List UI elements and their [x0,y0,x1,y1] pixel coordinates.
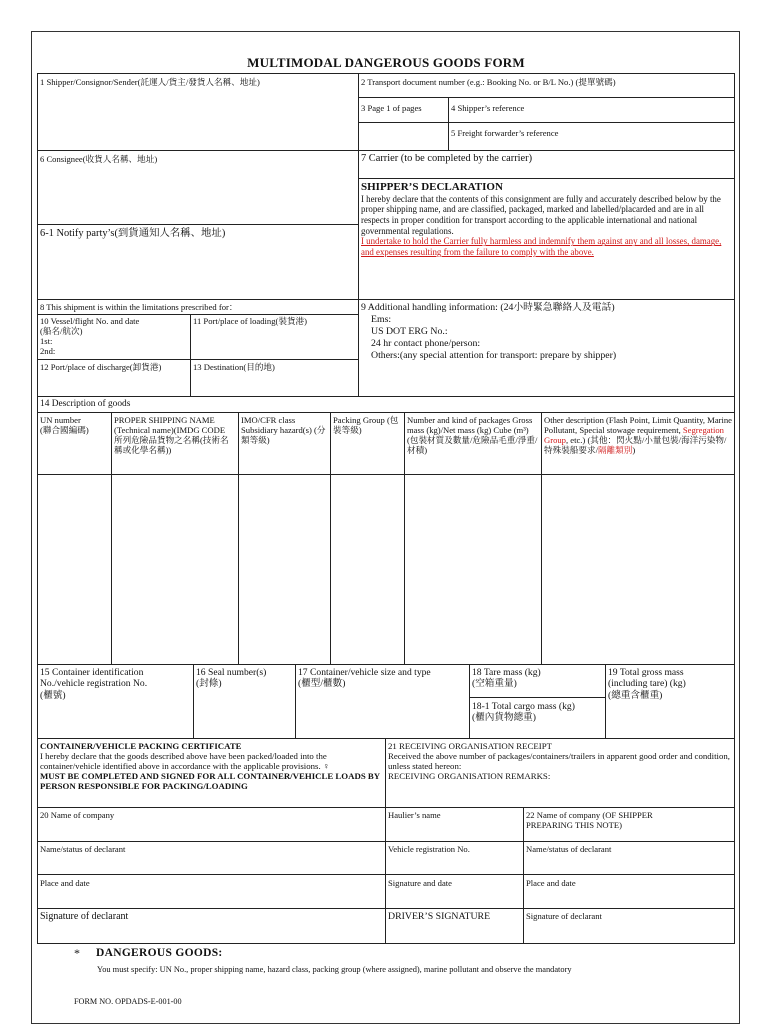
handling-ems: Ems: [371,313,392,325]
col-imo-class: IMO/CFR class Subsidiary hazard(s) (分類等級) [241,415,326,446]
rule [38,299,735,300]
handling-title: 9 Additional handling information: (24小時緊急聯絡人及電話) [361,302,615,313]
other-desc-text-3: ) [632,445,636,456]
footnote-text: You must specify: UN No., proper shipping name, hazard class, packing group (where assigned), marine pollutant and observe the mandatory [97,965,572,974]
port-of-discharge-field[interactable]: 12 Port/place of discharge(卸貨港) [40,362,162,372]
rule [358,97,735,98]
tare-mass-field[interactable]: 18 Tare mass (kg) (空箱重量) [472,667,541,690]
receipt-text: Received the above number of packages/containers/trailers in apparent good order and condition, unless stated hereon: [388,751,730,772]
rule [38,841,735,842]
driver-signature-field[interactable]: DRIVER’S SIGNATURE [388,911,491,922]
rule [38,359,358,360]
footnote-title: DANGEROUS GOODS: [96,947,223,959]
vessel-second: 2nd: [40,346,56,357]
other-desc-class: 隔離類別 [597,445,633,456]
col-other-description [542,414,734,457]
rule [38,738,735,739]
rule [38,224,358,225]
page-count-field[interactable]: 3 Page 1 of pages [361,103,422,113]
other-desc-text-2: , etc.) (其他：閃火點/小量包裝/海洋污染物/特殊裝船要求/ [544,435,727,456]
rule [469,697,605,698]
col-packages: Number and kind of packages Gross mass (kg)/Net mass (kg) Cube (m³) (包裝材質及數量/危險品毛重/淨重/材積) [407,415,538,456]
packing-certificate-title: CONTAINER/VEHICLE PACKING CERTIFICATE [40,741,242,751]
rule [38,474,735,475]
rule [38,664,735,665]
packing-certificate [38,740,384,793]
declaration-undertaking: I undertake to hold the Carrier fully harmless and indemnify them against any and all losses, damage, and expenses resulting from the failure to comply with the above. [361,236,722,258]
form-number: FORM NO. OPDADS-E-001-00 [74,997,182,1006]
place-date-right-field[interactable]: Place and date [526,878,576,888]
shipper-reference-field[interactable]: 4 Shipper’s reference [451,103,525,113]
rule [38,908,735,909]
signature-date-field[interactable]: Signature and date [388,878,452,888]
form-title: MULTIMODAL DANGEROUS GOODS FORM [247,55,525,70]
footnote-star: * [74,946,80,960]
other-desc-text-1: Other description (Flash Point, Limit Quantity, Marine Pollutant, Special stowage requirement, [544,415,733,436]
transport-doc-number-field[interactable]: 2 Transport document number (e.g.: Booking No. or B/L No.) (提單號碼) [361,77,616,87]
declarant-name-right-field[interactable]: Name/status of declarant [526,844,612,854]
declaration-text: I hereby declare that the contents of this consignment are fully and accurately described below by the proper shipping name, and are classified, packaged, marked and labelled/placarded and are in all respects in proper condition for transport according to the applicable international and national governmental regulations. [361,193,721,236]
handling-contact: 24 hr contact phone/person: [371,337,481,349]
port-of-loading-field[interactable]: 11 Port/place of loading(裝貨港) [193,316,308,326]
rule [38,396,735,397]
container-id-field[interactable]: 15 Container identification No./vehicle registration No. (櫃號) [40,667,148,701]
additional-handling-field[interactable] [359,301,734,363]
destination-field[interactable]: 13 Destination(目的地) [193,362,275,372]
vessel-first: 1st: [40,336,53,347]
declarant-name-left-field[interactable]: Name/status of declarant [40,844,126,854]
rule [330,412,331,664]
vessel-flight-field[interactable] [38,315,189,358]
container-size-field[interactable]: 17 Container/vehicle size and type (櫃型/櫃數) [298,667,431,690]
handling-others: Others:(any special attention for transport: prepare by shipper) [371,349,617,361]
rule [238,412,239,664]
receipt-title: 21 RECEIVING ORGANISATION RECEIPT [388,741,552,751]
limitations-field[interactable]: 8 This shipment is within the limitations prescribed for： [40,302,238,312]
rule [38,874,735,875]
shipper-field[interactable]: 1 Shipper/Consignor/Sender(託運人/貨主/發貨人名稱、地址) [40,77,260,87]
vessel-sub-label: (船名/航次) [40,326,83,337]
receiving-receipt [386,740,734,782]
company-name-22-field[interactable]: 22 Name of company (OF SHIPPER PREPARING THIS NOTE) [526,810,653,831]
col-packing-group: Packing Group (包裝等級) [333,415,399,436]
company-name-20-field[interactable]: 20 Name of company [40,810,115,820]
declaration-title: SHIPPER’S DECLARATION [361,181,503,193]
notify-party-field[interactable]: 6-1 Notify party’s(到貨通知人名稱、地址) [40,228,226,239]
col-un-number: UN number (聯合國編碼) [40,415,89,436]
col-proper-shipping-name: PROPER SHIPPING NAME (Technical name)(IMDG CODE 所列危險品貨物之名稱(技術名稱或化學名稱)) [114,415,229,456]
rule [38,150,735,151]
receipt-remarks: RECEIVING ORGANISATION REMARKS: [388,771,551,782]
vehicle-registration-field[interactable]: Vehicle registration No. [388,844,470,854]
freight-forwarder-reference-field[interactable]: 5 Freight forwarder’s reference [451,128,559,138]
haulier-name-field[interactable]: Haulier’s name [388,810,441,820]
handling-erg: US DOT ERG No.: [371,325,448,337]
other-desc-segregation: Segregation Group [544,425,724,446]
packing-certificate-must: MUST BE COMPLETED AND SIGNED FOR ALL CONTAINER/VEHICLE LOADS BY PERSON RESPONSIBLE FOR PACKING/LOADING [40,771,380,792]
rule [38,807,735,808]
declarant-signature-left-field[interactable]: Signature of declarant [40,911,129,922]
total-gross-mass-field[interactable]: 19 Total gross mass (including tare) (kg) (總重含櫃重) [608,667,686,701]
goods-description-header: 14 Description of goods [40,399,131,409]
declarant-signature-right-field[interactable]: Signature of declarant [526,911,602,921]
packing-certificate-text: I hereby declare that the goods described above have been packed/loaded into the container/vehicle identified above in accordance with the applicable provisions. ♀ [40,751,330,772]
consignee-field[interactable]: 6 Consignee(收貨人名稱、地址) [40,154,158,164]
form-grid [37,73,735,944]
rule [38,412,735,413]
vessel-label: 10 Vessel/flight No. and date [40,316,140,326]
rule [358,178,735,179]
shipper-declaration [359,180,733,259]
seal-number-field[interactable]: 16 Seal number(s) (封條) [196,667,267,690]
carrier-field[interactable]: 7 Carrier (to be completed by the carrier) [361,153,533,164]
place-date-left-field[interactable]: Place and date [40,878,90,888]
total-cargo-mass-field[interactable]: 18-1 Total cargo mass (kg) (櫃內貨物總重) [472,701,575,724]
rule [358,122,735,123]
